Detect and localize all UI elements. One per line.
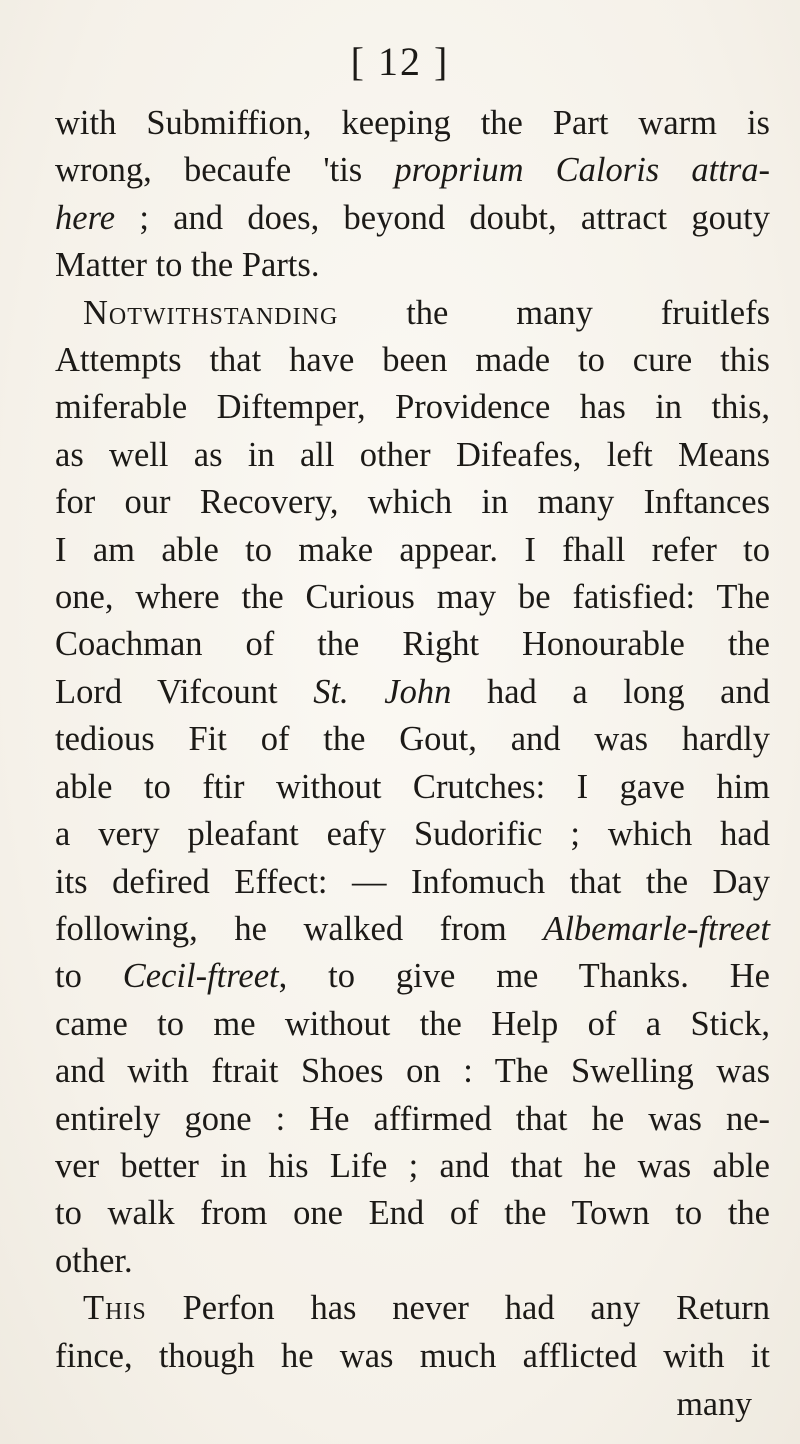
text-line: tedious Fit of the Gout, and was hardly: [55, 720, 770, 759]
page-number: [ 12 ]: [350, 39, 450, 84]
text-line: as well as in all other Difeafes, left Means: [55, 435, 770, 474]
text-line: came to me without the Help of a Stick,: [55, 1004, 770, 1043]
italic-phrase: here: [55, 198, 116, 237]
catchword: many: [676, 1385, 752, 1423]
italic-phrase: John: [384, 672, 452, 711]
text-line: following, he walked from Albemarle-ftreet: [55, 909, 770, 948]
body-text: [55, 100, 770, 1430]
text-line: able to ftir without Crutches: I gave him: [55, 767, 770, 806]
italic-phrase: Albemarle-ftreet: [543, 909, 770, 948]
text-line: here ; and does, beyond doubt, attract gouty: [55, 198, 770, 237]
text-line: a very pleafant eafy Sudorific ; which had: [55, 815, 770, 854]
text-line: Lord Vifcount St. John had a long and: [55, 672, 770, 711]
text-line: I am able to make appear. I fhall refer to: [55, 530, 770, 569]
text-line: one, where the Curious may be fatisfied: The: [55, 578, 770, 617]
styled-phrase: Notwithstanding: [83, 293, 339, 332]
text-line: with Submiffion, keeping the Part warm is: [55, 104, 770, 142]
text-line: Coachman of the Right Honourable the: [55, 625, 770, 664]
text-line: ver better in his Life ; and that he was able: [55, 1146, 770, 1185]
text-line: Matter to the Parts.: [55, 246, 320, 285]
styled-phrase: This: [83, 1289, 147, 1328]
text-line: entirely gone : He affirmed that he was ne-: [55, 1099, 770, 1138]
text-line: Attempts that have been made to cure this: [55, 341, 770, 380]
italic-phrase: proprium Caloris attra-: [394, 151, 770, 190]
text-line: wrong, becaufe 'tis proprium Caloris attra-: [55, 151, 770, 190]
italic-phrase: St.: [313, 672, 349, 711]
text-line: to Cecil-ftreet, to give me Thanks. He: [55, 957, 770, 996]
text-line: This Perfon has never had any Return: [83, 1289, 770, 1328]
text-line: Notwithstanding the many fruitlefs: [83, 293, 770, 332]
text-line: for our Recovery, which in many Inftances: [55, 483, 770, 522]
text-line: and with ftrait Shoes on : The Swelling was: [55, 1052, 770, 1091]
text-line: other.: [55, 1241, 133, 1280]
text-line: its defired Effect: — Infomuch that the Day: [55, 862, 770, 901]
text-line: miferable Diftemper, Providence has in this,: [55, 388, 770, 427]
italic-phrase: Cecil-ftreet: [122, 957, 279, 996]
text-line: fince, though he was much afflicted with it: [55, 1336, 770, 1375]
text-line: to walk from one End of the Town to the: [55, 1194, 770, 1233]
